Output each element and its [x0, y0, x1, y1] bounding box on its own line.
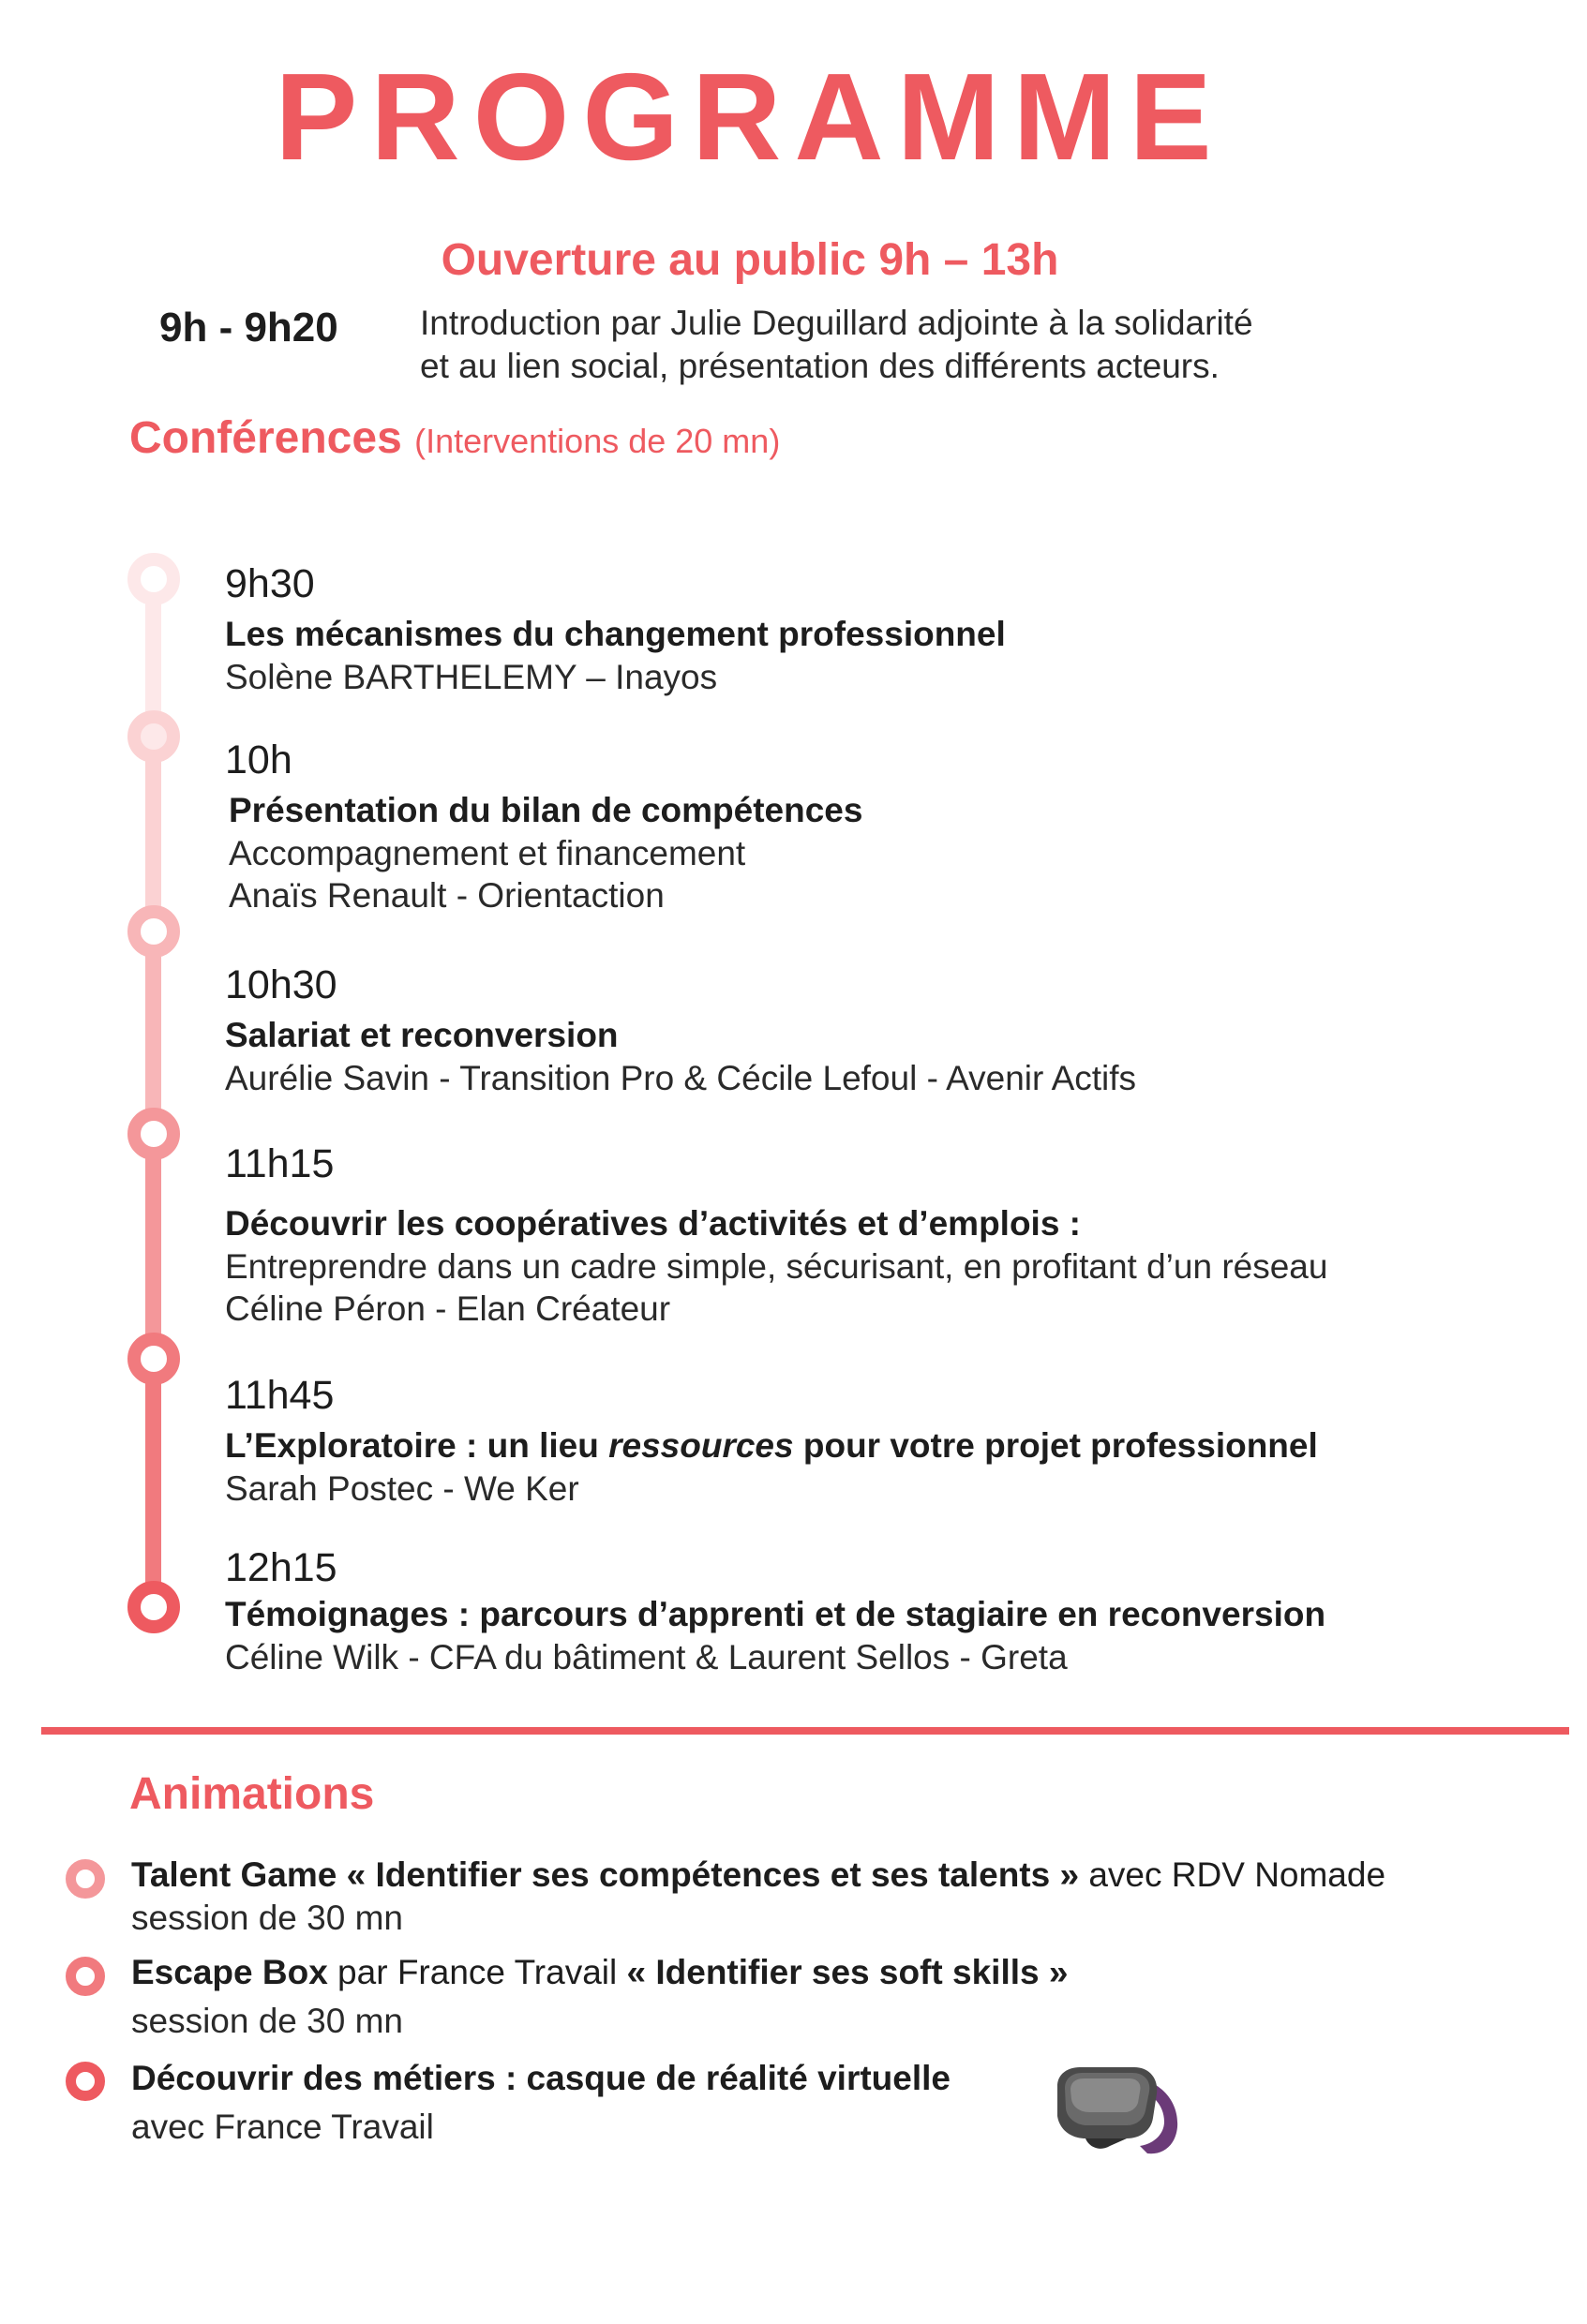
conference-title: Les mécanismes du changement professionnel — [225, 615, 1006, 653]
vr-headset-icon — [1048, 2052, 1189, 2161]
conferences-heading — [129, 410, 780, 469]
conference-speaker: Aurélie Savin - Transition Pro & Cécile Lefoul - Avenir Actifs — [225, 1059, 1137, 1097]
intro-line-2: et au lien social, présentation des différents acteurs. — [420, 347, 1220, 385]
conference-speaker: Anaïs Renault - Orientaction — [229, 876, 665, 915]
timeline-segment-2 — [145, 737, 161, 931]
bullet-icon — [66, 1957, 105, 1996]
conference-time: 11h15 — [225, 1141, 335, 1186]
timeline-node-3 — [127, 905, 180, 958]
conference-speaker: Céline Péron - Elan Créateur — [225, 1289, 671, 1328]
animation-title-rest: avec RDV Nomade — [1079, 1855, 1386, 1894]
timeline-node-1 — [127, 553, 180, 605]
timeline-segment-5 — [145, 1359, 161, 1607]
conference-title-emphasis: ressources — [608, 1426, 794, 1465]
page-title: PROGRAMME — [275, 48, 1225, 186]
conference-speaker: Solène BARTHELEMY – Inayos — [225, 658, 718, 696]
conference-time: 10h — [225, 737, 292, 782]
conference-title — [225, 1424, 1556, 1467]
conference-time: 12h15 — [225, 1545, 337, 1590]
conference-description: Accompagnement et financement — [229, 834, 746, 872]
conference-title: Découvrir les coopératives d’activités et d’emplois : — [225, 1204, 1082, 1243]
animation-detail: avec France Travail — [131, 2108, 434, 2146]
conference-time: 9h30 — [225, 561, 315, 606]
conference-title-end: pour votre projet professionnel — [793, 1426, 1318, 1465]
timeline-segment-3 — [145, 931, 161, 1134]
section-divider — [41, 1727, 1569, 1735]
animation-title-bold: Découvrir des métiers : casque de réalité virtuelle — [131, 2059, 951, 2097]
animation-item — [131, 1951, 1556, 2043]
timeline-node-2 — [127, 710, 180, 763]
opening-hours: Ouverture au public 9h – 13h — [441, 235, 1059, 285]
conference-item — [225, 1542, 1556, 1678]
conferences-heading-label: Conférences — [129, 413, 402, 463]
bullet-icon — [66, 1859, 105, 1899]
conference-item — [225, 559, 1556, 698]
conference-title: Salariat et reconversion — [225, 1016, 619, 1054]
timeline-segment-4 — [145, 1134, 161, 1359]
animation-title-bold: Talent Game « Identifier ses compétences et ses talents » — [131, 1855, 1080, 1894]
conference-time: 11h45 — [225, 1373, 335, 1418]
animation-title-mid: par France Travail — [327, 1953, 627, 1991]
conference-title-start: L’Exploratoire : un lieu — [225, 1426, 609, 1465]
animation-item — [131, 1854, 1556, 1940]
animation-title-bold: Escape Box — [131, 1953, 328, 1991]
intro-time: 9h - 9h20 — [159, 305, 338, 350]
conference-item — [225, 1370, 1556, 1510]
conference-time: 10h30 — [225, 962, 337, 1007]
conference-speaker: Céline Wilk - CFA du bâtiment & Laurent Sellos - Greta — [225, 1638, 1068, 1676]
animation-title — [131, 2057, 1556, 2100]
conference-title: Présentation du bilan de compétences — [229, 791, 863, 829]
animation-item — [131, 2057, 1556, 2149]
conference-speaker: Sarah Postec - We Ker — [225, 1469, 579, 1508]
animation-detail: session de 30 mn — [131, 1899, 404, 1937]
intro-text — [420, 302, 1470, 388]
bullet-icon — [66, 2062, 105, 2101]
animation-title — [131, 1951, 1556, 1994]
conferences-note: (Interventions de 20 mn) — [414, 422, 781, 460]
animation-title-bold-2: « Identifier ses soft skills » — [626, 1953, 1069, 1991]
animation-title — [131, 1854, 1556, 1897]
timeline-node-5 — [127, 1333, 180, 1385]
timeline-node-6 — [127, 1581, 180, 1633]
conference-description: Entreprendre dans un cadre simple, sécurisant, en profitant d’un réseau — [225, 1247, 1328, 1286]
conference-item — [225, 735, 1556, 916]
animation-detail: session de 30 mn — [131, 2002, 404, 2040]
conference-item — [225, 1139, 1556, 1330]
animations-heading: Animations — [129, 1769, 375, 1819]
conference-item — [225, 960, 1556, 1099]
intro-line-1: Introduction par Julie Deguillard adjointe à la solidarité — [420, 304, 1253, 342]
timeline-node-4 — [127, 1108, 180, 1160]
conference-title: Témoignages : parcours d’apprenti et de stagiaire en reconversion — [225, 1595, 1326, 1633]
